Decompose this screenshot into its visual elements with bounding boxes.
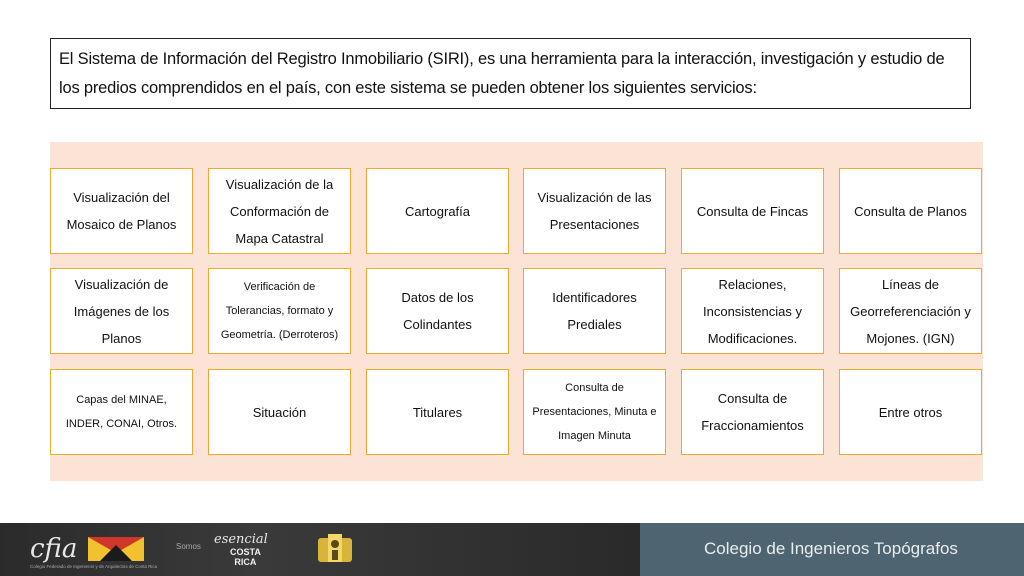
service-card [839, 369, 982, 455]
org-name: Colegio de Ingenieros Topógrafos [704, 539, 958, 558]
service-card-label: Visualización de las Presentaciones [537, 190, 652, 232]
service-card-label: Capas del MINAE, INDER, CONAI, Otros. [65, 394, 178, 430]
service-card [50, 268, 193, 354]
costa-label: COSTA [230, 547, 261, 557]
service-card [681, 369, 824, 455]
service-card [208, 268, 351, 354]
service-card-label: Consulta de Fraccionamientos [701, 391, 804, 433]
service-card-label: Entre otros [878, 404, 943, 420]
service-card-label: Visualización de Imágenes de los Planos [73, 276, 170, 346]
footer-bar [0, 523, 1024, 576]
somos-label: Somos [176, 542, 201, 551]
service-card [523, 369, 666, 455]
cfia-logo-text: cfia [30, 534, 78, 564]
service-card-label: Datos de los Colindantes [401, 290, 474, 332]
intro-text-box [50, 38, 971, 109]
service-card [839, 268, 982, 354]
service-card [523, 268, 666, 354]
service-card [366, 268, 509, 354]
service-card [208, 369, 351, 455]
service-card [523, 168, 666, 254]
esencial-label: esencial [214, 532, 268, 547]
service-card-label: Líneas de Georreferenciación y Mojones. (IGN) [850, 276, 971, 346]
costa-rica-brand [230, 547, 261, 567]
cfia-subtitle: Colegio Federado de Ingenieros y de Arquitectos de Costa Rica [30, 564, 158, 569]
service-card-label: Verificación de Tolerancias, formato y Geometría. (Derroteros) [220, 281, 339, 341]
service-card-label: Consulta de Fincas [696, 203, 809, 219]
service-card-label: Consulta de Planos [854, 203, 967, 219]
service-card-label: Consulta de Presentaciones, Minuta e Imagen Minuta [532, 382, 657, 442]
service-card [681, 168, 824, 254]
service-card-label: Situación [252, 404, 307, 420]
service-card-label: Relaciones, Inconsistencias y Modificaciones. [703, 276, 802, 346]
service-card-label: Visualización de la Conformación de Mapa Catastral [225, 176, 334, 246]
service-card-label: Titulares [412, 404, 463, 420]
service-card [681, 268, 824, 354]
rica-label: RICA [234, 557, 257, 567]
service-card-label: Identificadores Prediales [552, 290, 637, 332]
topografos-emblem-icon [316, 532, 356, 566]
service-card [839, 168, 982, 254]
service-card [366, 369, 509, 455]
intro-text: El Sistema de Información del Registro Inmobiliario (SIRI), es una herramienta para la interacción, investigación y estudio de los predios comprendidos en el país, con este sistema se pueden obtener los siguientes servicios: [59, 50, 945, 97]
service-card [50, 168, 193, 254]
footer-org-panel [640, 523, 1024, 576]
service-card [208, 168, 351, 254]
footer-logos [0, 523, 640, 576]
service-card-label: Cartografía [404, 203, 471, 219]
service-card [366, 168, 509, 254]
service-card-label: Visualización del Mosaico de Planos [66, 190, 177, 232]
service-card [50, 369, 193, 455]
